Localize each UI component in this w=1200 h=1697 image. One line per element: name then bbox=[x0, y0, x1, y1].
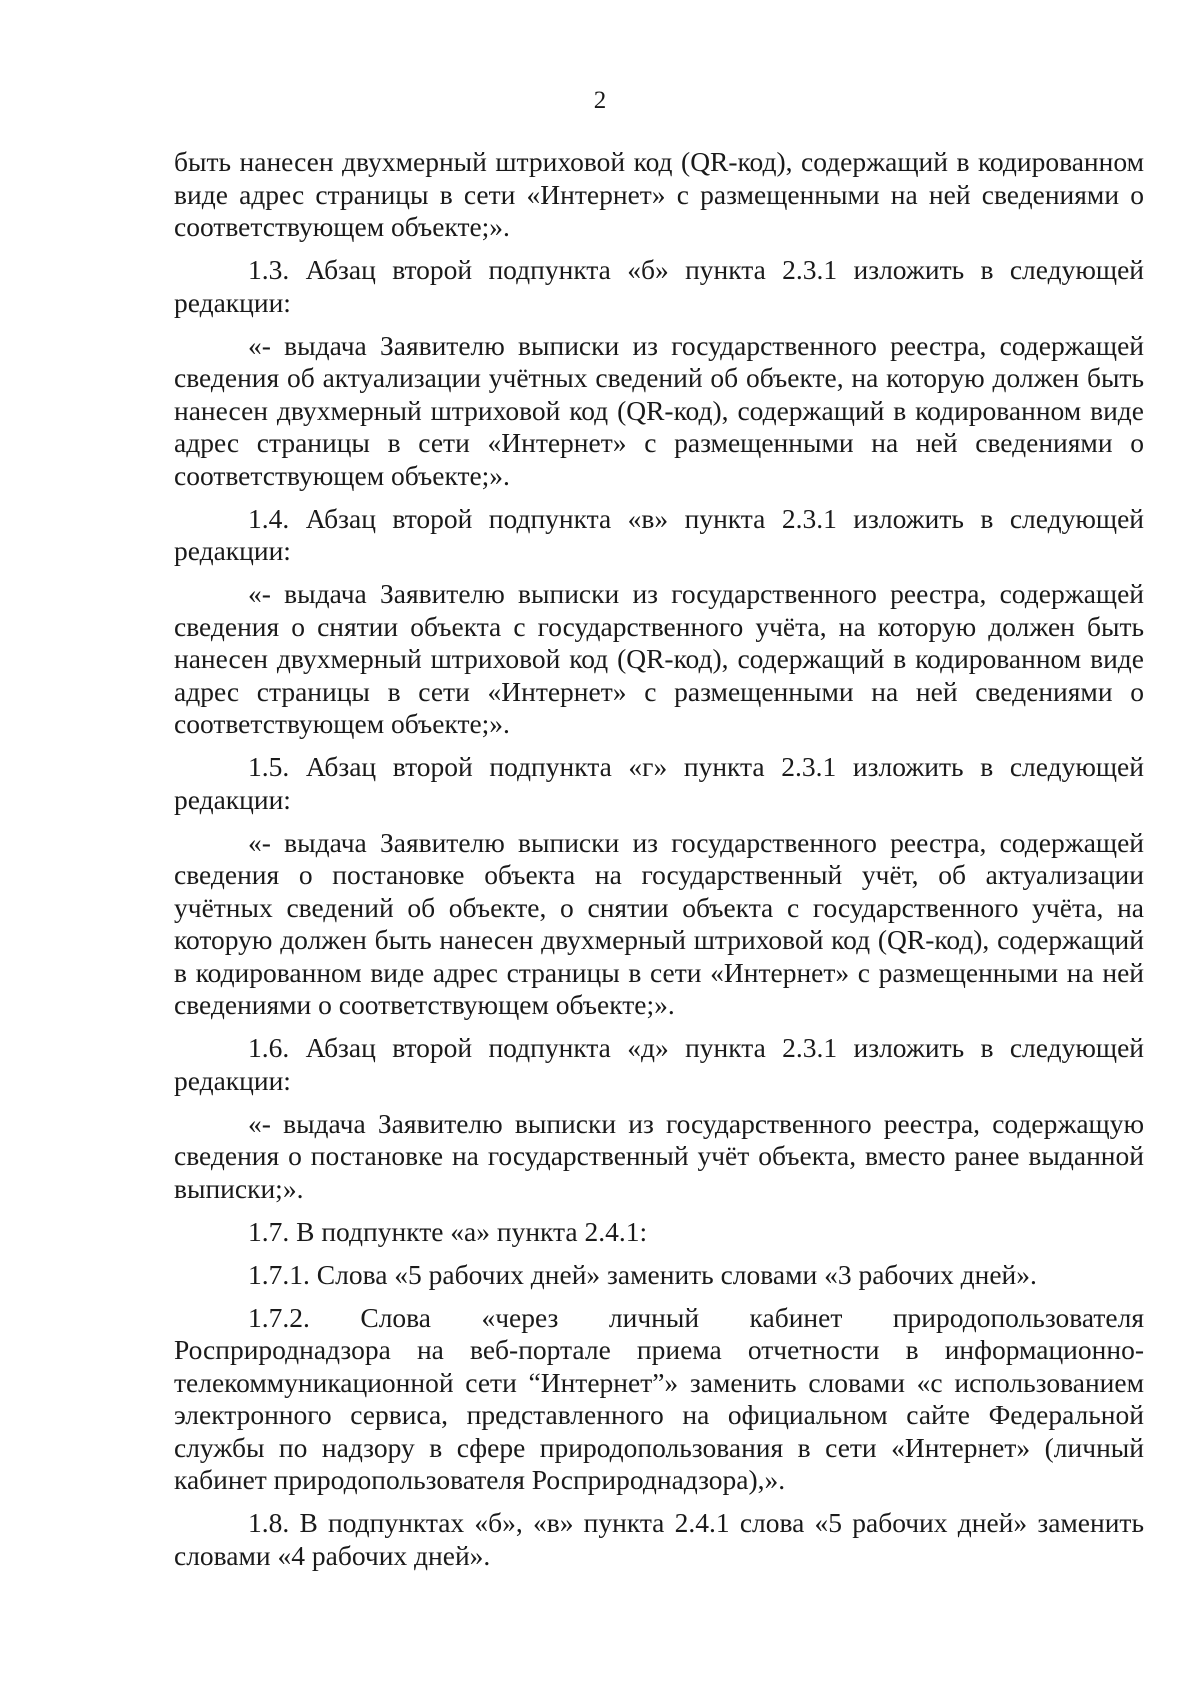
paragraph-quote-1-4: «- выдача Заявителю выписки из государственного реестра, содержащей сведения о снятии объекта с государственного учёта, на которую должен быть нанесен двухмерный штриховой код (QR-код), содержащий в кодированном виде адрес страницы в сети «Интернет» с размещенными на ней сведениями о соответствующем объекте;». bbox=[174, 578, 1144, 739]
paragraph-continuation: быть нанесен двухмерный штриховой код (QR-код), содержащий в кодированном виде адрес страницы в сети «Интернет» с размещенными на ней сведениями о соответствующем объекте;». bbox=[174, 146, 1144, 242]
paragraph-item-1-4: 1.4. Абзац второй подпункта «в» пункта 2.3.1 изложить в следующей редакции: bbox=[174, 502, 1144, 566]
paragraph-item-1-6: 1.6. Абзац второй подпункта «д» пункта 2.3.1 изложить в следующей редакции: bbox=[174, 1032, 1144, 1096]
paragraph-item-1-7-1: 1.7.1. Слова «5 рабочих дней» заменить словами «3 рабочих дней». bbox=[248, 1258, 1037, 1290]
paragraph-item-1-5: 1.5. Абзац второй подпункта «г» пункта 2.3.1 изложить в следующей редакции: bbox=[174, 751, 1144, 815]
document-body bbox=[174, 146, 1144, 1572]
paragraph-item-1-7: 1.7. В подпункте «а» пункта 2.4.1: bbox=[248, 1215, 648, 1247]
paragraph-item-1-8: 1.8. В подпунктах «б», «в» пункта 2.4.1 слова «5 рабочих дней» заменить словами «4 рабочих дней». bbox=[174, 1507, 1144, 1571]
paragraph-quote-1-3: «- выдача Заявителю выписки из государственного реестра, содержащей сведения об актуализации учётных сведений об объекте, на которую должен быть нанесен двухмерный штриховой код (QR-код), содержащий в кодированном виде адрес страницы в сети «Интернет» с размещенными на ней сведениями о соответствующем объекте;». bbox=[174, 329, 1144, 491]
paragraph-quote-1-6: «- выдача Заявителю выписки из государственного реестра, содержащую сведения о постановке на государственный учёт объекта, вместо ранее выданной выписки;». bbox=[174, 1107, 1144, 1204]
paragraph-item-1-7-2: 1.7.2. Слова «через личный кабинет природопользователя Росприроднадзора на веб-портале приема отчетности в информационно-телекоммуникационной сети “Интернет”» заменить словами «с использованием электронного сервиса, представленного на официальном сайте Федеральной службы по надзору в сфере природопользования в сети «Интернет» (личный кабинет природопользователя Росприроднадзора),». bbox=[174, 1301, 1144, 1495]
page-number: 2 bbox=[593, 87, 607, 114]
paragraph-quote-1-5: «- выдача Заявителю выписки из государственного реестра, содержащей сведения о постановке объекта на государственный учёт, об актуализации учётных сведений об объекте, о снятии объекта с государственного учёта, на которую должен быть нанесен двухмерный штриховой код (QR-код), содержащий в кодированном виде адрес страницы в сети «Интернет» с размещенными на ней сведениями о соответствующем объекте;». bbox=[174, 826, 1144, 1020]
paragraph-item-1-3: 1.3. Абзац второй подпункта «б» пункта 2.3.1 изложить в следующей редакции: bbox=[174, 254, 1144, 318]
